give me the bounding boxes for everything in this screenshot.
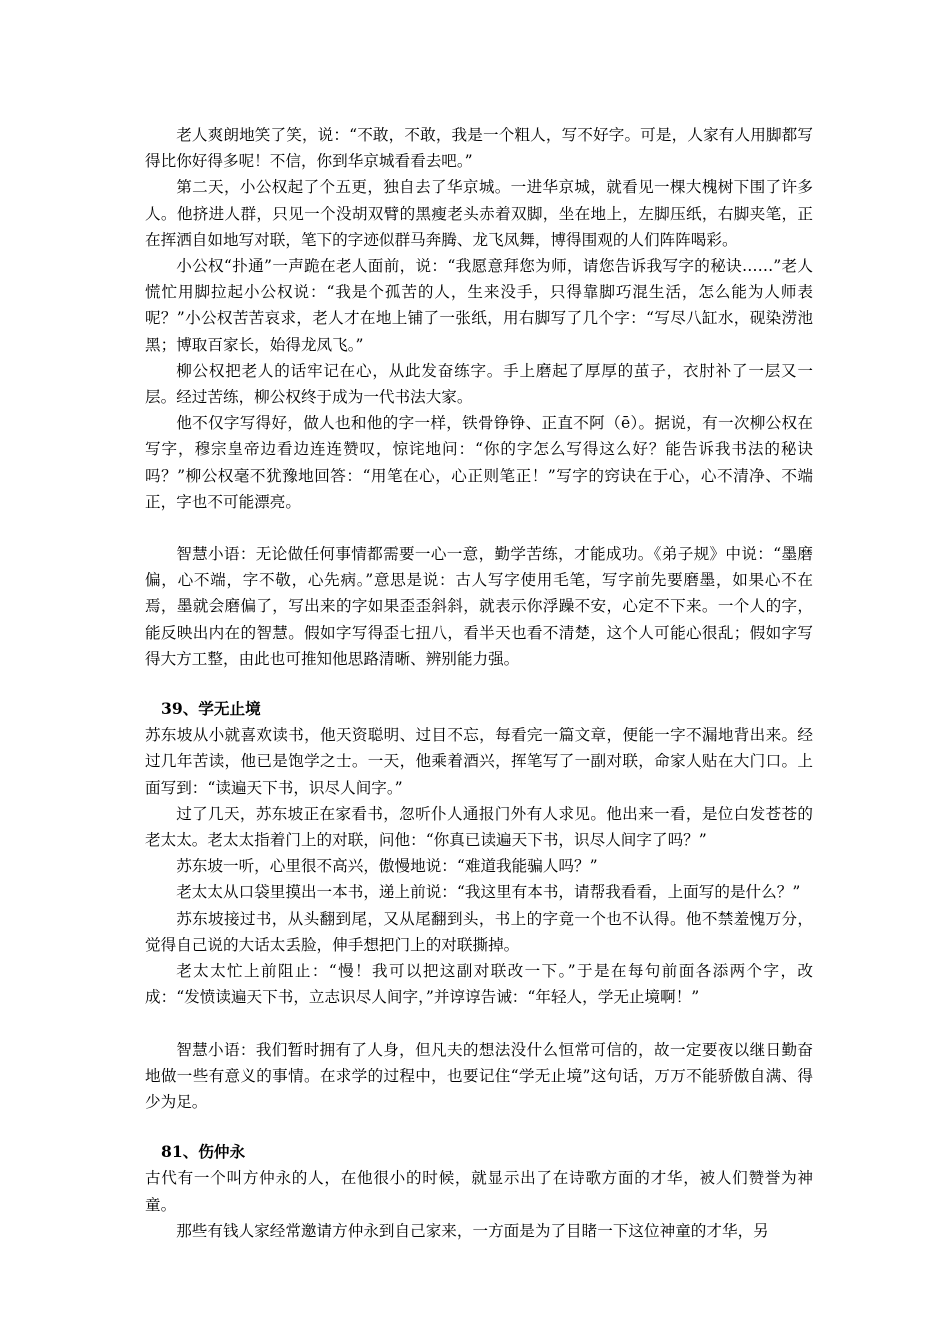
paragraph: 老人爽朗地笑了笑，说：“不敢，不敢，我是一个粗人，写不好字。可是，人家有人用脚都写得比你好得多呢！不信，你到华京城看看去吧。” [145,126,813,171]
blank-line [145,515,813,541]
paragraph: 老太太从口袋里摸出一本书，递上前说：“我这里有本书，请帮我看看，上面写的是什么？” [176,883,801,902]
paragraph: 苏东坡接过书，从头翻到尾，又从尾翻到头，书上的字竟一个也不认得。他不禁羞愧万分，觉得自己说的大话太丢脸，伸手想把门上的对联撕掉。 [145,909,813,954]
paragraph: 苏东坡从小就喜欢读书，他天资聪明、过目不忘，每看完一篇文章，便能一字不漏地背出来。经过几年苦读，他已是饱学之士。一天，他乘着酒兴，挥笔写了一副对联，命家人贴在大门口。上面写到：“读遍天下书，识尽人间字。” [145,726,813,797]
paragraph: 那些有钱人家经常邀请方仲永到自己家来，一方面是为了目睹一下这位神童的才华，另 [176,1221,769,1240]
section-heading: 39、学无止境 [161,699,261,719]
section-heading: 81、伤仲永 [161,1142,246,1162]
blank-line [145,1115,813,1139]
paragraph: 古代有一个叫方仲永的人，在他很小的时候，就显示出了在诗歌方面的才华，被人们赞誉为神童。 [145,1169,813,1214]
paragraph: 小公权“扑通”一声跪在老人面前，说：“我愿意拜您为师，请您告诉我写字的秘诀……”老人慌忙用脚拉起小公权说：“我是个孤苦的人，生来没手，只得靠脚巧混生活，怎么能为人师表呢？”小公权苦苦哀求，老人才在地上铺了一张纸，用右脚写了几个字：“写尽八缸水，砚染涝池黑；博取百家长，始得龙凤飞。” [145,257,813,354]
blank-line [145,1011,813,1037]
paragraph: 老太太忙上前阻止：“慢！我可以把这副对联改一下。”于是在每句前面各添两个字，改成：“发愤读遍天下书，立志识尽人间字，”并谆谆告诫：“年轻人，学无止境啊！” [145,962,813,1007]
paragraph: 苏东坡一听，心里很不高兴，傲慢地说：“难道我能骗人吗？” [176,857,598,876]
wisdom-note: 智慧小语：我们暂时拥有了人身，但凡夫的想法没什么恒常可信的，故一定要夜以继日勤奋地做一些有意义的事情。在求学的过程中，也要记住“学无止境”这句话，万万不能骄傲自满、得少为足。 [145,1040,813,1111]
paragraph: 过了几天，苏东坡正在家看书，忽听仆人通报门外有人求见。他出来一看，是位白发苍苍的老太太。老太太指着门上的对联，问他：“你真已读遍天下书，识尽人间字了吗？” [145,804,813,850]
paragraph: 第二天，小公权起了个五更，独自去了华京城。一进华京城，就看见一棵大槐树下围了许多人。他挤进人群，只见一个没胡双臂的黑瘦老头赤着双脚，坐在地上，左脚压纸，右脚夹笔，正在挥洒自如地写对联，笔下的字迹似群马奔腾、龙飞凤舞，博得围观的人们阵阵喝彩。 [145,178,813,249]
wisdom-note: 智慧小语：无论做任何事情都需要一心一意，勤学苦练，才能成功。《弟子规》中说：“墨磨偏，心不端，字不敬，心先病。”意思是说：古人写字使用毛笔，写字前先要磨墨，如果心不在焉，墨就会磨偏了，写出来的字如果歪歪斜斜，就表示你浮躁不安，心定不下来。一个人的字，能反映出内在的智慧。假如字写得歪七扭八，看半天也看不清楚，这个人可能心很乱；假如字写得大方工整，由此也可推知他思路清晰、辨别能力强。 [145,545,813,668]
paragraph: 他不仅字写得好，做人也和他的字一样，铁骨铮铮、正直不阿（ē）。据说，有一次柳公权在写字，穆宗皇帝边看边连连赞叹，惊诧地问：“你的字怎么写得这么好？能告诉我书法的秘诀吗？”柳公权毫不犹豫地回答：“用笔在心，心正则笔正！”写字的窍诀在于心，心不清净、不端正，字也不可能漂亮。 [145,414,813,511]
document-page [145,122,813,1244]
paragraph: 柳公权把老人的话牢记在心，从此发奋练字。手上磨起了厚厚的茧子，衣肘补了一层又一层。经过苦练，柳公权终于成为一代书法大家。 [145,361,813,407]
blank-line [145,672,813,696]
